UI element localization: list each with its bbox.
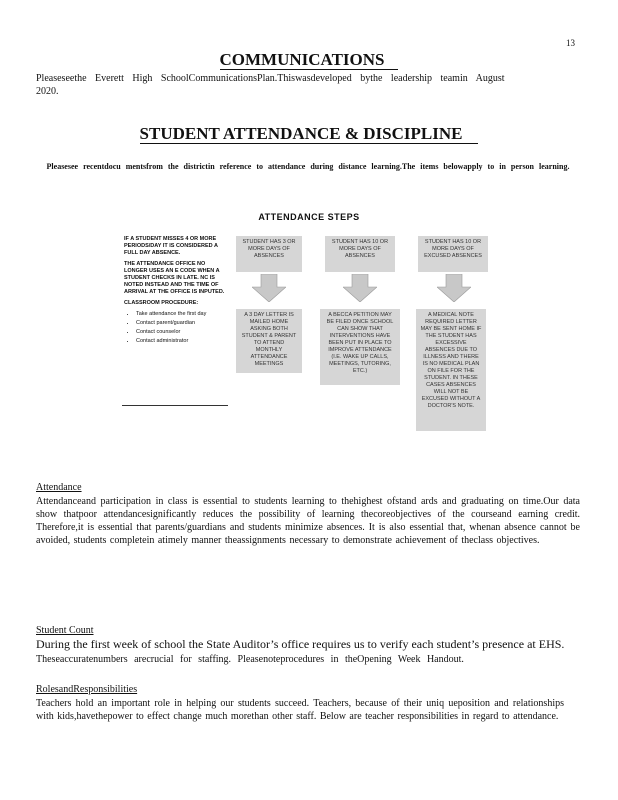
student-count-heading: Student Count xyxy=(36,625,94,636)
procedure-list xyxy=(124,311,230,345)
communications-title-text: COMMUNICATIONS xyxy=(220,51,399,70)
rules-divider xyxy=(122,405,228,406)
roles-heading: RolesandResponsibilities xyxy=(36,684,138,695)
down-arrow-icon xyxy=(343,274,377,302)
student-count-line2: Theseaccuratenumbers arecrucial for staffing. Pleasenoteprocedures in theOpening Week Handout. xyxy=(36,654,464,665)
step-box-becca-petition: A BECCA PETITION MAY BE FILED ONCE SCHOOL CAN SHOW THAT INTERVENTIONS HAVE BEEN PUT IN PLACE TO IMPROVE ATTENDANCE (I.E. WAKE UP CALLS, MEETINGS, TUTORING, ETC.) xyxy=(320,309,400,385)
down-arrow-icon xyxy=(252,274,286,302)
step-box-10-days: STUDENT HAS 10 OR MORE DAYS OF ABSENCES xyxy=(325,236,395,272)
attendance-rules xyxy=(124,236,230,347)
down-arrow-icon xyxy=(437,274,471,302)
communications-title xyxy=(0,50,618,70)
attendance-body: Attendanceand participation in class is essential to students learning to thehighest ofstand ards and graduating on time.Our data show thatpoor attendancesignificantly reduces the possibility of learning thecoreobjectives of the courseand earning credit. Therefore,it is essential that parents/guardians and students minimize absences. It is also essential that, whenan absence cannot be avoided, students completein atimely manner theassignments necessary to demonstrate achievement of theclass objectives. xyxy=(36,496,580,546)
attendance-discipline-title-text: STUDENT ATTENDANCE & DISCIPLINE xyxy=(140,125,479,144)
attendance-discipline-intro: Pleasesee recentdocu mentsfrom the districtin reference to attendance during distance learning.The items belowapply to in person learning. xyxy=(46,162,570,171)
student-count-line1: During the first week of school the State Auditor’s office requires us to verify each student’s presence at EHS. xyxy=(36,637,565,651)
procedure-item: • Contact parent/guardian xyxy=(136,320,230,327)
rule-nc-code: THE ATTENDANCE OFFICE NO LONGER USES AN E CODE WHEN A STUDENT CHECKS IN LATE. NC IS NOTED INSTEAD AND THE TIME OF ARRIVAL AT THE OFFICE IS INPUTED. xyxy=(124,261,225,295)
procedure-item: • Contact counselor xyxy=(136,329,230,336)
roles-body: Teachers hold an important role in helping our students succeed. Teachers, because of their uniq ueposition and relationships with kids,havethepower to effect change much morethan other staff. Below are teacher responsibilities in regard to attendance. xyxy=(36,698,564,722)
step-box-3-days: STUDENT HAS 3 OR MORE DAYS OF ABSENCES xyxy=(236,236,302,272)
communications-body: Pleaseseethe Everett High SchoolCommunicationsPlan.Thiswasdeveloped bythe leadership teamin August 2020. xyxy=(36,73,505,97)
attendance-discipline-title xyxy=(0,124,618,144)
attendance-steps-title: ATTENDANCE STEPS xyxy=(258,212,360,222)
step-box-10-excused: STUDENT HAS 10 OR MORE DAYS OF EXCUSED ABSENCES xyxy=(418,236,488,272)
rule-full-day: IF A STUDENT MISSES 4 OR MORE PERIODS/DAY IT IS CONSIDERED A FULL DAY ABSENCE. xyxy=(124,236,218,256)
procedure-item: • Contact administrator xyxy=(136,338,230,345)
attendance-heading: Attendance xyxy=(36,482,82,493)
step-box-3-day-letter: A 3 DAY LETTER IS MAILED HOME ASKING BOTH STUDENT & PARENT TO ATTEND MONTHLY ATTENDANCE MEETINGS xyxy=(236,309,302,373)
procedure-item: • Take attendance the first day xyxy=(136,311,230,318)
page-number: 13 xyxy=(566,38,575,48)
step-box-medical-note: A MEDICAL NOTE REQUIRED LETTER MAY BE SENT HOME IF THE STUDENT HAS EXCESSIVE ABSENCES DUE TO ILLNESS AND THERE IS NO MEDICAL PLAN ON FILE FOR THE STUDENT. IN THESE CASES ABSENCES WILL NOT BE EXCUSED WITHOUT A DOCTOR'S NOTE. xyxy=(416,309,486,431)
procedure-label: CLASSROOM PROCEDURE: xyxy=(124,300,199,306)
